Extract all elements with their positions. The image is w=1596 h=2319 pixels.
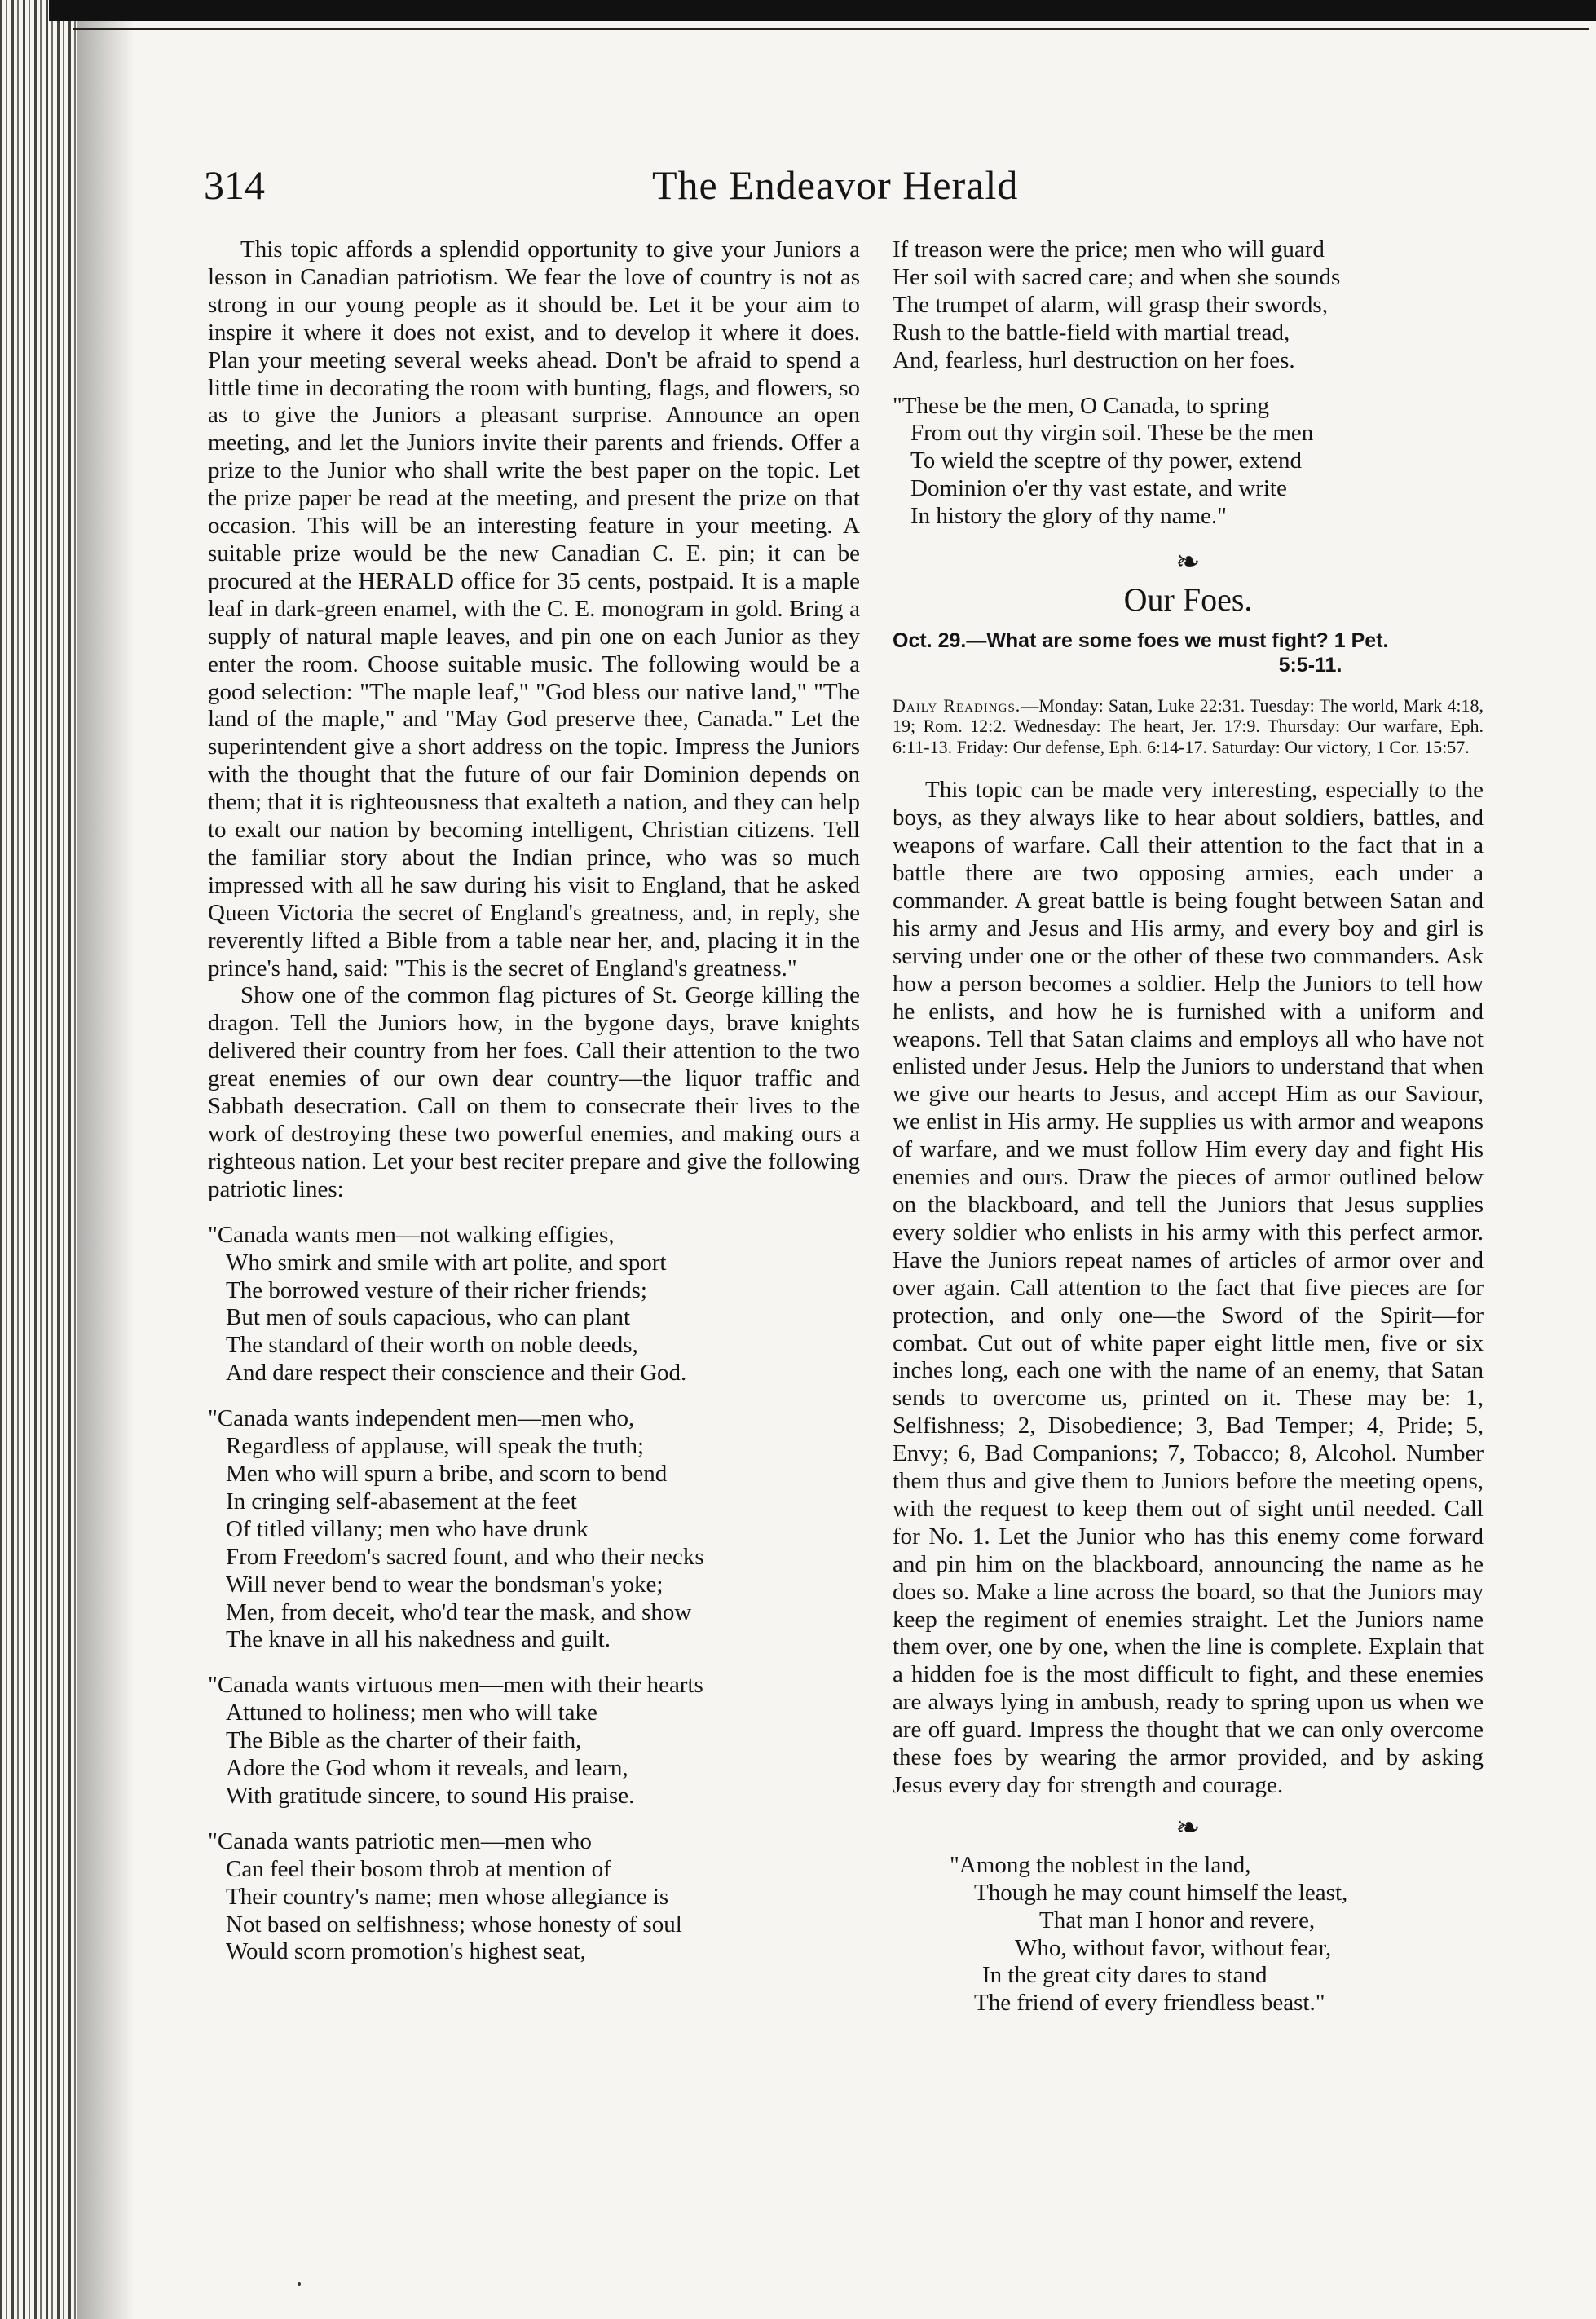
left-paragraph-1: This topic affords a splendid opportunity to give your Juniors a lesson in Canadian patriotism. We fear the love of country is not as strong in our young people as it should be. Let it be your aim to inspire it where it does not exist, and to develop it where it does. Plan your meeting several weeks ahead. Don't be afraid to spend a little time in decorating the room with bunting, flags, and flowers, so as to give the Juniors a pleasant surprise. Announce an open meeting, and let the Juniors invite their parents and friends. Offer a prize to the Junior who shall write the best paper on the topic. Let the prize paper be read at the meeting, and present the prize on that occasion. This will be an interesting feature in your meeting. A suitable prize would be the new Canadian C. E. pin; it can be procured at the HERALD office for 35 cents, postpaid. It is a maple leaf in dark-green enamel, with the C. E. monogram in gold. Bring a supply of natural maple leaves, and pin one on each Junior as they enter the room. Choose suitable music. The following would be a good selection: "The maple leaf," "God bless our native land," "The land of the maple," and "May God preserve thee, Canada." Let the superintendent give a short address on the topic. Impress the Juniors with the thought that the future of our fair Dominion depends on them; that it is righteousness that exalteth a nation, and they can help to exalt our nation by becoming intelligent, Christian citizens. Tell the familiar story about the Indian prince, who was so much impressed with all he saw during his visit to England, that he asked Queen Victoria the secret of England's greatness, and, in reply, she reverently lifted a Bible from a table near her, and, placing it in the prince's hand, said: "This is the secret of England's greatness." <box>208 236 860 981</box>
topic-scripture-ref: 5:5-11. <box>1278 653 1342 677</box>
top-border-rule <box>49 0 1596 21</box>
poem-line: In cringing self-abasement at the feet <box>226 1488 577 1514</box>
right-column <box>893 236 1484 2035</box>
daily-readings <box>893 695 1484 758</box>
poem-line: Dominion o'er thy vast estate, and write <box>910 475 1287 502</box>
poem-line: "Canada wants virtuous men—men with their hearts <box>208 1672 703 1699</box>
poem-line: The borrowed vesture of their richer friends; <box>226 1276 647 1303</box>
poem-line: The friend of every friendless beast." <box>974 1990 1325 2017</box>
poem-line: "Canada wants men—not walking effigies, <box>208 1221 615 1248</box>
poem-line: If treason were the price; men who will guard <box>893 236 1325 262</box>
poem-line: In history the glory of thy name." <box>910 503 1227 530</box>
ornament-divider-icon: ❧ <box>1175 1810 1201 1844</box>
poem-line: The knave in all his nakedness and guilt. <box>226 1626 611 1653</box>
poem-line: Regardless of applause, will speak the truth; <box>226 1433 645 1460</box>
poem-line: In the great city dares to stand <box>982 1962 1268 1989</box>
topic-heading <box>893 628 1484 677</box>
poem-line: To wield the sceptre of thy power, extend <box>910 447 1302 474</box>
poem-line: Though he may count himself the least, <box>974 1879 1348 1906</box>
right-paragraph-1: This topic can be made very interesting, especially to the boys, as they always like to hear about soldiers, battles, and weapons of warfare. Call their attention to the fact that in a battle there are two opposing armies, each under a commander. A great battle is being fought between Satan and his army and Jesus and His army, and every boy and girl is serving under one or the other of these two commanders. Ask how a person becomes a soldier. Help the Juniors to tell how he enlists, and how he is furnished with a uniform and weapons. Tell that Satan claims and employs all who have not enlisted under Jesus. Help the Juniors to understand that when we give our hearts to Jesus, and accept Him as our Saviour, we enlist in His army. He supplies us with armor and weapons of warfare, and we must follow Him every day and fight His enemies and ours. Draw the pieces of armor outlined below on the blackboard, and tell the Juniors that Jesus supplies every soldier who enlists in his army with this perfect armor. Have the Juniors repeat names of articles of armor over and over again. Call attention to the fact that five pieces are for protection, and only one—the Sword of the Spirit—for combat. Cut out of white paper eight little men, five or six inches long, each one with the name of an enemy, that Satan sends to overcome us, printed on it. These may be: 1, Selfishness; 2, Disobedience; 3, Bad Temper; 4, Pride; 5, Envy; 6, Bad Companions; 7, Tobacco; 8, Alcohol. Number them thus and give them to Juniors before the meeting opens, with the request to keep them out of sight until needed. Call for No. 1. Let the Junior who has this enemy come forward and pin him on the blackboard, announcing the name as he does so. Make a line across the board, so that the Juniors may keep the regiment of enemies straight. Let the Juniors name them over, one by one, when the line is complete. Explain that a hidden foe is the most difficult to fight, and these enemies are always lying in ambush, ready to spring upon us when we are off guard. Impress the thought that we can only overcome these foes by wearing the armor provided, and by asking Jesus every day for strength and courage. <box>893 777 1484 1798</box>
poem-line: Can feel their bosom throb at mention of <box>226 1855 611 1882</box>
running-title: The Endeavor Herald <box>652 162 1019 208</box>
poem-line: And dare respect their conscience and their God. <box>226 1360 687 1387</box>
poem-stanza-4-continued <box>893 236 1484 375</box>
poem-line: Attuned to holiness; men who will take <box>226 1700 597 1726</box>
poem-line: Adore the God whom it reveals, and learn, <box>226 1755 628 1782</box>
daily-readings-text: —Monday: Satan, Luke 22:31. Tuesday: The world, Mark 4:18, 19; Rom. 12:2. Wednesday: The heart, Jer. 17:9. Thursday: Our warfare, Eph. 6:11-13. Friday: Our defense, Eph. 6:14-17. Saturday: Our victory, 1 Cor. 15:57. <box>893 694 1484 757</box>
scan-binding-shadow <box>77 0 134 2319</box>
closing-poem <box>950 1852 1484 2017</box>
topic-text: Oct. 29.—What are some foes we must fight? 1 Pet. <box>893 628 1389 652</box>
poem-stanza-2 <box>208 1405 860 1654</box>
poem-line: Of titled villany; men who have drunk <box>226 1515 589 1542</box>
poem-line: The trumpet of alarm, will grasp their swords, <box>893 291 1328 318</box>
poem-line: Who smirk and smile with art polite, and sport <box>226 1249 667 1276</box>
poem-line: Will never bend to wear the bondsman's yoke; <box>226 1571 664 1598</box>
poem-line: Rush to the battle-field with martial tread, <box>893 319 1290 346</box>
page-header <box>204 161 1475 218</box>
poem-line: The standard of their worth on noble deeds, <box>226 1332 638 1359</box>
poem-stanza-5 <box>893 393 1484 531</box>
left-paragraph-2: Show one of the common flag pictures of St. George killing the dragon. Tell the Juniors how, in the bygone days, brave knights delivered their country from her foes. Call their attention to the two great enemies of our own dear country—the liquor traffic and Sabbath desecration. Call on them to consecrate their lives to the work of destroying these two powerful enemies, and making ours a righteous nation. Let your best reciter prepare and give the following patriotic lines: <box>208 982 860 1202</box>
poem-line: "Canada wants independent men—men who, <box>208 1405 635 1432</box>
daily-readings-label: Daily Readings. <box>893 694 1021 716</box>
ornament-divider-icon: ❧ <box>1175 545 1201 579</box>
poem-line: The Bible as the charter of their faith, <box>226 1727 582 1754</box>
poem-line: Men who will spurn a bribe, and scorn to bend <box>226 1460 668 1487</box>
poem-line: Her soil with sacred care; and when she sounds <box>893 263 1341 290</box>
section-title: Our Foes. <box>1123 580 1253 618</box>
poem-line: "Among the noblest in the land, <box>950 1851 1251 1878</box>
poem-stanza-3 <box>208 1672 860 1810</box>
poem-line: From Freedom's sacred fount, and who their necks <box>226 1543 704 1570</box>
poem-line: And, fearless, hurl destruction on her foes. <box>893 346 1295 373</box>
scan-speck <box>298 2282 301 2286</box>
poem-line: Would scorn promotion's highest seat, <box>226 1938 586 1965</box>
top-border-thin-rule <box>73 28 1589 30</box>
poem-line: Men, from deceit, who'd tear the mask, and show <box>226 1598 692 1625</box>
poem-line: With gratitude sincere, to sound His praise. <box>226 1782 635 1809</box>
poem-line: That man I honor and revere, <box>1039 1907 1316 1933</box>
left-column <box>208 236 860 1984</box>
poem-line: Their country's name; men whose allegiance is <box>226 1883 669 1910</box>
poem-line: From out thy virgin soil. These be the men <box>910 420 1314 447</box>
poem-line: But men of souls capacious, who can plant <box>226 1304 631 1331</box>
poem-line: "These be the men, O Canada, to spring <box>893 392 1270 419</box>
page-number: 314 <box>204 162 265 208</box>
scan-binding-edge <box>0 0 77 2319</box>
poem-stanza-1 <box>208 1222 860 1387</box>
poem-line: Not based on selfishness; whose honesty of soul <box>226 1911 682 1938</box>
poem-stanza-4 <box>208 1828 860 1967</box>
poem-line: Who, without favor, without fear, <box>1015 1934 1332 1961</box>
poem-line: "Canada wants patriotic men—men who <box>208 1827 592 1854</box>
